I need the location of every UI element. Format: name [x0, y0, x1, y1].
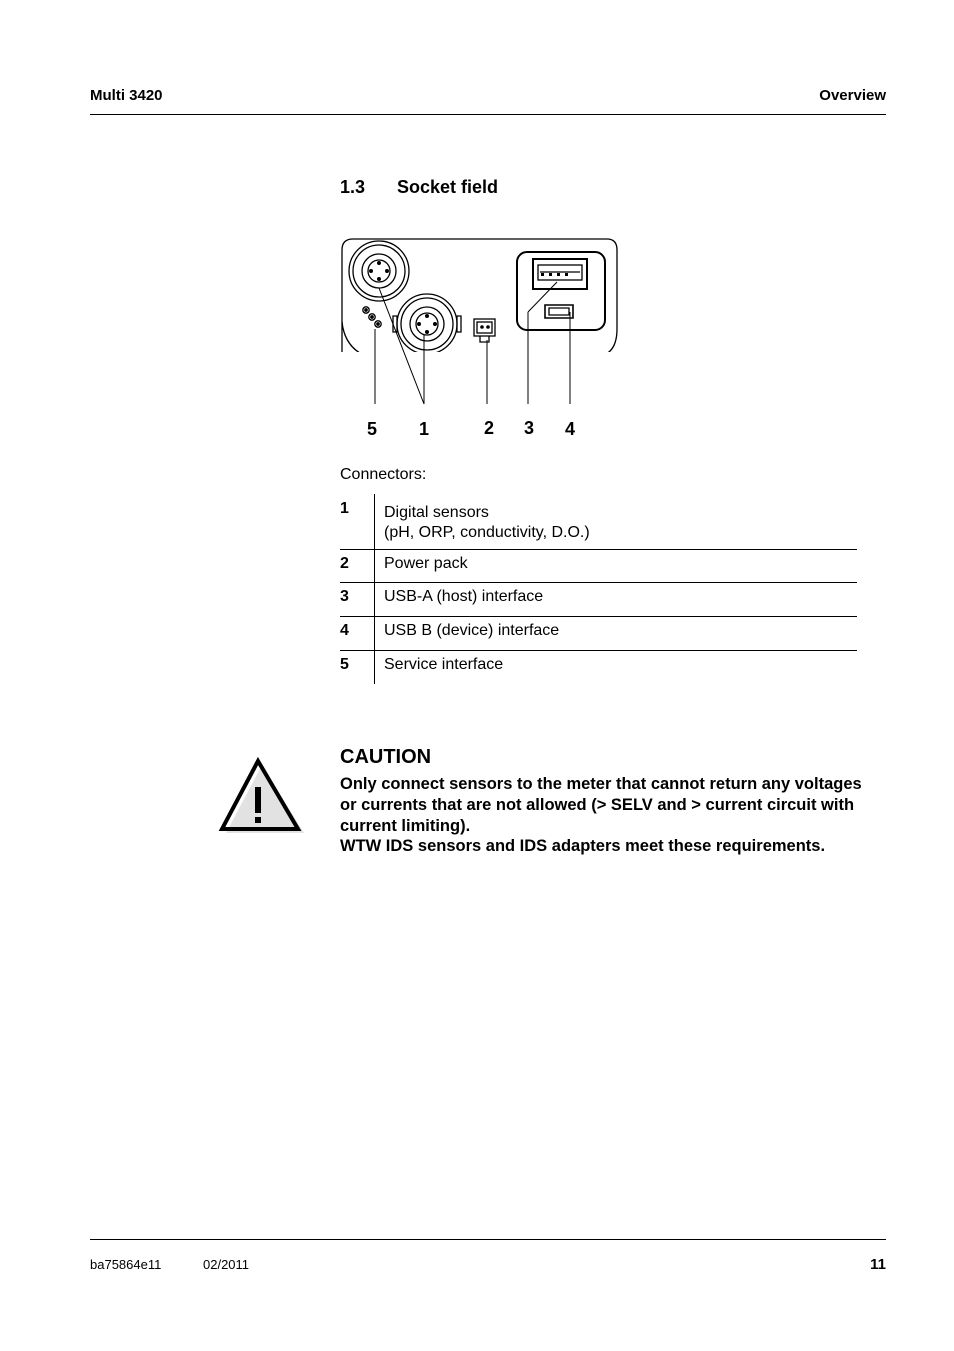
caution-body: [340, 774, 890, 857]
leader-line-1a: [379, 288, 424, 404]
header-product-name: Multi 3420: [90, 87, 163, 104]
footer-date: 02/2011: [203, 1257, 250, 1272]
leader-line-3b: [528, 282, 557, 312]
callout-number: 5: [367, 419, 378, 439]
caution-line: or currents that are not allowed (> SELV and > current circuit with: [340, 795, 855, 814]
footer-document-id: ba75864e11: [90, 1257, 162, 1272]
callout-number: 2: [484, 418, 495, 438]
callout-number: 4: [565, 419, 576, 439]
caution-line: current limiting).: [340, 816, 471, 835]
table-row: [340, 616, 857, 650]
caution-line: WTW IDS sensors and IDS adapters meet these requirements.: [340, 837, 826, 856]
connector-number: 4: [340, 616, 375, 650]
connector-description-line: (pH, ORP, conductivity, D.O.): [384, 524, 590, 541]
connector-description: Service interface: [375, 650, 858, 684]
connector-number: 1: [340, 494, 375, 549]
section-number: 1.3: [340, 177, 366, 197]
connectors-label: Connectors:: [340, 466, 427, 483]
connector-number: 3: [340, 582, 375, 616]
connectors-table: [340, 494, 857, 684]
header-rule: [90, 114, 886, 115]
footer-rule: [90, 1239, 886, 1240]
callout-leader-lines: [335, 232, 625, 417]
warning-triangle-icon: [218, 755, 308, 837]
caution-line: Only connect sensors to the meter that cannot return any voltages: [340, 775, 862, 793]
header-chapter-name: Overview: [819, 87, 886, 104]
connector-description-line: Digital sensors: [384, 504, 489, 521]
connector-description: USB-A (host) interface: [375, 582, 858, 616]
connector-description: [375, 494, 858, 549]
callout-number: 3: [524, 418, 535, 438]
connector-number: 2: [340, 549, 375, 582]
caution-title: CAUTION: [340, 746, 432, 768]
connector-description: Power pack: [375, 549, 858, 582]
table-row: [340, 650, 857, 684]
connector-description: USB B (device) interface: [375, 616, 858, 650]
table-row: [340, 582, 857, 616]
connector-number: 5: [340, 650, 375, 684]
table-row: [340, 549, 857, 582]
table-row: [340, 494, 857, 549]
page-number: 11: [870, 1256, 886, 1273]
callout-number: 1: [419, 419, 430, 439]
section-title: Socket field: [397, 177, 499, 197]
